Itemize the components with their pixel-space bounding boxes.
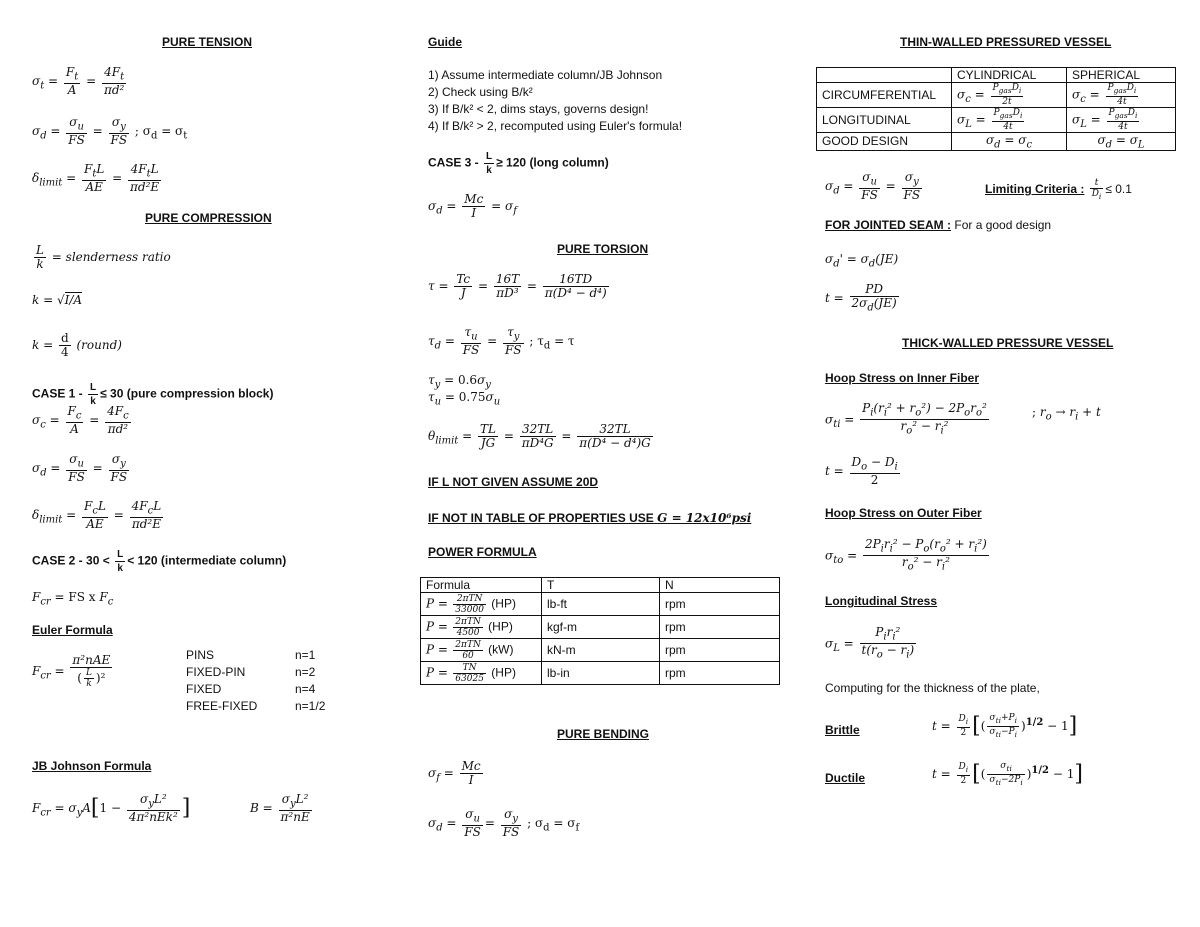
- torsion-design-stress-formula: $\tau_d$ = $\frac{\tau_u}{FS}$ = $\frac{\tau_y}{FS}$ ; $\tau_d = \tau$: [428, 325, 575, 358]
- speed-unit-cell: rpm: [660, 662, 780, 685]
- end-condition-n: n=2: [295, 665, 316, 679]
- longitudinal-stress-heading: Longitudinal Stress: [825, 594, 938, 608]
- cylindrical-longitudinal-formula: $\sigma_L$ = $\frac{P_{gas}D_i}{4t}$: [952, 107, 1067, 132]
- radius-gyration-formula: k = √I/A: [32, 293, 83, 307]
- table-header-cell: SPHERICAL: [1067, 68, 1176, 83]
- case3-row: CASE 3 - $\frac{L}{k}$ ≥ 120 (long column): [428, 151, 609, 176]
- thick-thickness-formula: t = $\frac{D_o - D_i}{2}$: [825, 455, 898, 488]
- torsion-angle-formula: $\theta_{limit}$ = $\frac{TL}{JG}$ = $\frac{32TL}{\text{πD⁴G}}$ = $\frac{32TL}{\text{π(D⁴ − d⁴)G}}$: [428, 422, 651, 450]
- bending-design-stress-formula: $\sigma_d$ = $\frac{\sigma_u}{FS}$ = $\frac{\sigma_y}{FS}$ ; $\sigma_d = \sigma_f$: [428, 807, 580, 840]
- power-formula-cell: P = $\frac{\text{2πTN}}{33000}$ (HP): [421, 593, 542, 616]
- table-row: [421, 639, 780, 662]
- tension-deflection-formula: $\delta_{limit}$ = $\frac{F_tL}{AE}$ = $\frac{4F_tL}{\text{πd²E}}$: [32, 162, 160, 195]
- power-formula-cell: P = $\frac{\text{2πTN}}{60}$ (kW): [421, 639, 542, 662]
- compression-design-stress-formula: $\sigma_d$ = $\frac{\sigma_u}{FS}$ = $\frac{\sigma_y}{FS}$: [32, 452, 128, 485]
- power-formula-table: [420, 577, 780, 685]
- guide-step: 2) Check using B/k²: [428, 85, 533, 99]
- case2-row: CASE 2 - 30 < $\frac{L}{k}$ < 120 (intermediate column): [32, 549, 287, 574]
- guide-step: 4) If B/k² > 2, recomputed using Euler's formula!: [428, 119, 683, 133]
- ductile-label: Ductile: [825, 771, 866, 785]
- b-parameter-formula: B = $\frac{\sigma_yL^2}{\text{π²nE}}$: [250, 792, 310, 825]
- hoop-outer-formula: $\sigma_{to}$ = $\frac{2P_ir_i^2 - P_o(r_o^2 + r_i^2)}{r_o^2 - r_i^2}$: [825, 537, 987, 573]
- jointed-seam-text: For a good design: [954, 218, 1052, 232]
- case1-condition: ≤ 30: [100, 386, 124, 401]
- stress-type-cell: GOOD DESIGN: [817, 132, 952, 150]
- shear-yield-formula: $\tau_y = 0.6\sigma_y$: [428, 373, 491, 391]
- speed-unit-cell: rpm: [660, 616, 780, 639]
- table-header-cell: Formula: [421, 578, 542, 593]
- case2-text: (intermediate column): [160, 553, 287, 568]
- joint-thickness-formula: t = $\frac{PD}{2\sigma_d(JE)}$: [825, 282, 897, 314]
- shear-ultimate-formula: $\tau_u = 0.75\sigma_u$: [428, 390, 501, 408]
- jointed-seam-row: [825, 218, 1051, 232]
- end-condition-name: PINS: [186, 648, 215, 662]
- case1-label: CASE 1 -: [32, 386, 83, 401]
- radius-round-formula: k = $\frac{d}{4}$ (round): [32, 331, 122, 359]
- brittle-formula: t = $\frac{D_i}{2}$ [( $\frac{\sigma_{ti}+P_i}{\sigma_{ti}-P_i}$ )$^{1/2}$ − 1]: [932, 713, 1078, 739]
- speed-unit-cell: rpm: [660, 639, 780, 662]
- pure-compression-heading: PURE COMPRESSION: [145, 211, 272, 225]
- table-header-cell: N: [660, 578, 780, 593]
- spherical-good-design: $\sigma_d = \sigma_L$: [1067, 132, 1176, 150]
- ductile-formula: t = $\frac{D_i}{2}$ [( $\frac{\sigma_{ti}}{\sigma_{ti}-2P_i}$ )$^{1/2}$ − 1]: [932, 761, 1083, 787]
- table-row: [421, 616, 780, 639]
- tension-design-stress-formula: $\sigma_d$ = $\frac{\sigma_u}{FS}$ = $\frac{\sigma_y}{FS}$ ; $\sigma_d = \sigma_t$: [32, 115, 188, 148]
- table-row: [817, 83, 1176, 108]
- critical-load-fs-formula: $F_{cr}$ = FS x $F_c$: [32, 590, 114, 608]
- guide-step: 1) Assume intermediate column/JB Johnson: [428, 68, 663, 82]
- table-row: [421, 593, 780, 616]
- torque-unit-cell: lb-ft: [542, 593, 660, 616]
- tension-stress-formula: $\sigma_t$ = $\frac{F_t}{A}$ = $\frac{4F_t}{\text{πd²}}$: [32, 65, 125, 98]
- euler-formula: $F_{cr}$ = π²nAE ( $\frac{L}{k}$ )²: [32, 653, 111, 689]
- thin-walled-table: [816, 67, 1176, 151]
- thin-walled-heading: THIN-WALLED PRESSURED VESSEL: [900, 35, 1112, 49]
- vessel-design-stress-formula: $\sigma_d$ = $\frac{\sigma_u}{FS}$ = $\frac{\sigma_y}{FS}$: [825, 170, 921, 203]
- brittle-label: Brittle: [825, 723, 860, 737]
- radius-relation: ; $r_o \to r_i + t$: [1032, 405, 1101, 423]
- limiting-criteria-label: Limiting Criteria :: [985, 182, 1085, 197]
- torque-unit-cell: lb-in: [542, 662, 660, 685]
- column-design-stress-formula: $\sigma_d$ = $\frac{Mc}{I}$ = $\sigma_f$: [428, 192, 517, 220]
- case2-condition-a: 30 <: [86, 553, 110, 568]
- g-value: G = 12x10⁶psi: [657, 511, 752, 525]
- spherical-longitudinal-formula: $\sigma_L$ = $\frac{P_{gas}D_i}{4t}$: [1067, 107, 1176, 132]
- guide-step: 3) If B/k² < 2, dims stays, governs design!: [428, 102, 649, 116]
- power-formula-heading: POWER FORMULA: [428, 545, 537, 559]
- torque-unit-cell: kgf-m: [542, 616, 660, 639]
- case2-condition-b: < 120: [127, 553, 158, 568]
- table-row: [817, 132, 1176, 150]
- case1-text: (pure compression block): [126, 386, 274, 401]
- table-header-cell: [817, 68, 952, 83]
- computing-text: Computing for the thickness of the plate,: [825, 681, 1040, 695]
- case3-condition: ≥ 120: [496, 155, 527, 170]
- table-header-row: [817, 68, 1176, 83]
- end-condition-name: FIXED: [186, 682, 222, 696]
- cylindrical-circumferential-formula: $\sigma_c$ = $\frac{P_{gas}D_i}{2t}$: [952, 83, 1067, 108]
- pure-torsion-heading: PURE TORSION: [557, 242, 649, 256]
- pure-tension-heading: PURE TENSION: [162, 35, 253, 49]
- end-condition-n: n=1/2: [295, 699, 326, 713]
- shear-modulus-note: [428, 511, 751, 525]
- stress-type-cell: CIRCUMFERENTIAL: [817, 83, 952, 108]
- end-condition-n: n=4: [295, 682, 316, 696]
- hoop-outer-heading: Hoop Stress on Outer Fiber: [825, 506, 982, 520]
- torsion-stress-formula: τ = $\frac{Tc}{J}$ = $\frac{16T}{\text{πD³}}$ = $\frac{16TD}{\text{π(D⁴ − d⁴)}}$: [428, 272, 607, 300]
- if-l-note: IF L NOT GIVEN ASSUME 20D: [428, 475, 599, 489]
- torque-unit-cell: kN-m: [542, 639, 660, 662]
- table-header-cell: T: [542, 578, 660, 593]
- thick-walled-heading: THICK-WALLED PRESSURE VESSEL: [902, 336, 1114, 350]
- limiting-criteria-value: ≤ 0.1: [1105, 182, 1132, 197]
- bending-stress-formula: $\sigma_f$ = $\frac{Mc}{I}$: [428, 759, 481, 787]
- if-not-text: IF NOT IN TABLE OF PROPERTIES USE: [428, 511, 654, 525]
- jb-johnson-heading: JB Johnson Formula: [32, 759, 152, 773]
- table-header-row: [421, 578, 780, 593]
- case3-text: (long column): [529, 155, 609, 170]
- euler-heading: Euler Formula: [32, 623, 113, 637]
- jb-johnson-formula: $F_{cr} = \sigma_yA[1$ − $\frac{\sigma_yL^2}{\text{4π²nEk²}}$ ]: [32, 792, 191, 825]
- guide-heading: Guide: [428, 35, 463, 49]
- case2-label: CASE 2 -: [32, 553, 83, 568]
- limiting-criteria: Limiting Criteria : $\frac{t}{D_i}$ ≤ 0.1: [985, 178, 1132, 201]
- case3-label: CASE 3 -: [428, 155, 479, 170]
- hoop-inner-formula: $\sigma_{ti}$ = $\frac{P_i(r_i^2 + r_o^2) - 2P_or_o^2}{r_o^2 - r_i^2}$: [825, 401, 987, 437]
- hoop-inner-heading: Hoop Stress on Inner Fiber: [825, 371, 980, 385]
- end-condition-name: FREE-FIXED: [186, 699, 258, 713]
- slenderness-text: = slenderness ratio: [51, 250, 171, 264]
- spherical-circumferential-formula: $\sigma_c$ = $\frac{P_{gas}D_i}{4t}$: [1067, 83, 1176, 108]
- table-header-cell: CYLINDRICAL: [952, 68, 1067, 83]
- cylindrical-good-design: $\sigma_d = \sigma_c$: [952, 132, 1067, 150]
- table-row: [421, 662, 780, 685]
- power-formula-cell: P = $\frac{TN}{63025}$ (HP): [421, 662, 542, 685]
- longitudinal-stress-formula: $\sigma_L$ = $\frac{P_ir_i^2}{t(r_o - r_i)}$: [825, 625, 915, 661]
- end-condition-name: FIXED-PIN: [186, 665, 246, 679]
- slenderness-formula: $\frac{L}{k}$ = slenderness ratio: [36, 243, 171, 271]
- compression-stress-formula: $\sigma_c$ = $\frac{F_c}{A}$ = $\frac{4F_c}{\text{πd²}}$: [32, 404, 129, 437]
- speed-unit-cell: rpm: [660, 593, 780, 616]
- joint-efficiency-formula: $\sigma_d' = \sigma_d(JE)$: [825, 252, 899, 270]
- stress-type-cell: LONGITUDINAL: [817, 107, 952, 132]
- power-formula-cell: P = $\frac{\text{2πTN}}{4500}$ (HP): [421, 616, 542, 639]
- jointed-seam-heading: FOR JOINTED SEAM :: [825, 218, 952, 232]
- pure-bending-heading: PURE BENDING: [557, 727, 650, 741]
- compression-deflection-formula: $\delta_{limit}$ = $\frac{F_cL}{AE}$ = $\frac{4F_cL}{\text{πd²E}}$: [32, 499, 162, 532]
- case1-row: CASE 1 - $\frac{L}{k}$ ≤ 30 (pure compression block): [32, 382, 274, 407]
- table-row: [817, 107, 1176, 132]
- end-condition-n: n=1: [295, 648, 316, 662]
